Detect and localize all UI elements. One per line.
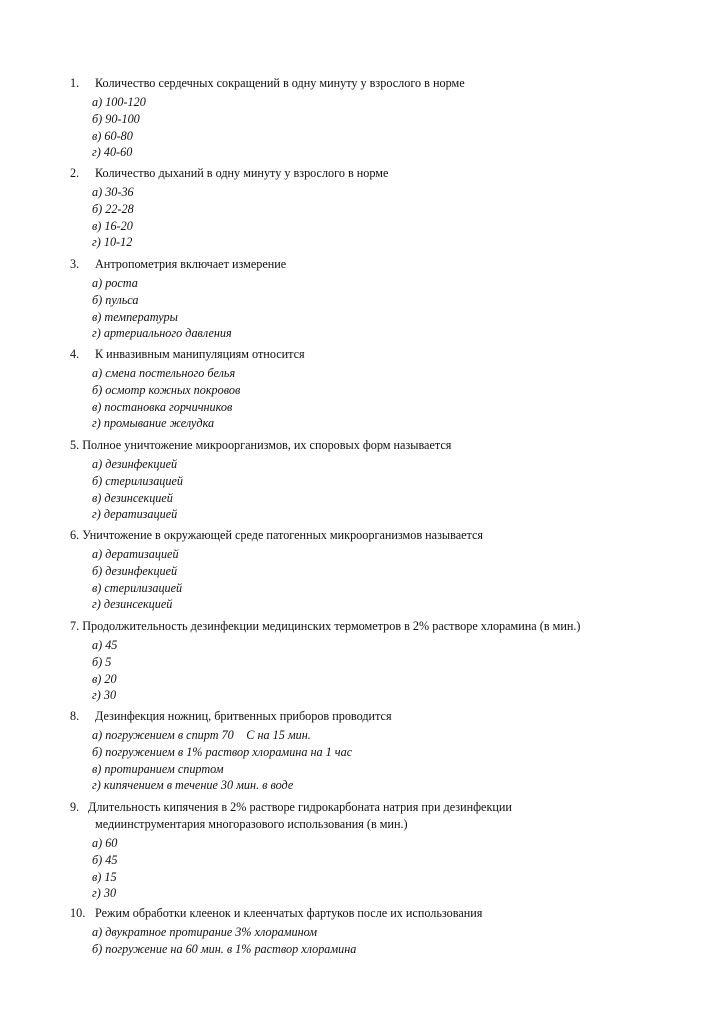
question-text: Количество сердечных сокращений в одну минуту у взрослого в норме (95, 76, 465, 90)
answer-list (0, 94, 146, 161)
answer-list (0, 637, 117, 704)
question-stem (0, 256, 725, 273)
question-text-continuation: медиинструментария многоразового использования (в мин.) (95, 817, 408, 831)
answer-option: б) 45 (92, 852, 118, 867)
answer-option: б) 22-28 (92, 201, 134, 216)
question-number: 10. (70, 906, 86, 920)
question-text: Длительность кипячения в 2% растворе гидрокарбоната натрия при дезинфекции (88, 800, 512, 814)
question-number: 2. (70, 166, 80, 180)
question-text: Режим обработки клеенок и клеенчатых фартуков после их использования (95, 906, 483, 920)
question-stem (0, 346, 725, 363)
answer-option: г) кипячением в течение 30 мин. в воде (92, 778, 294, 793)
answer-option: в) температуры (92, 309, 178, 324)
question-stem (0, 75, 725, 92)
answer-option: а) 45 (92, 638, 118, 652)
question-number: 7. (70, 619, 80, 633)
answer-list (0, 546, 182, 613)
answer-list (0, 727, 352, 794)
question-3 (0, 256, 725, 341)
answer-option: б) погружением в 1% раствор хлорамина на 1 час (92, 744, 353, 759)
answer-option: б) 5 (92, 654, 112, 669)
answer-option: в) 60-80 (92, 128, 133, 143)
answer-option: а) 30-36 (92, 185, 134, 199)
question-text: К инвазивным манипуляциям относится (95, 347, 305, 361)
question-number: 5. (70, 438, 80, 452)
answer-option: а) роста (92, 276, 138, 290)
question-text: Полное уничтожение микроорганизмов, их споровых форм называется (82, 438, 452, 452)
answer-option: б) дезинфекцией (92, 563, 178, 578)
question-8 (0, 708, 725, 793)
question-number: 9. (70, 800, 80, 814)
answer-option: а) дезинфекцией (92, 457, 178, 471)
answer-option: а) смена постельного белья (92, 366, 236, 380)
answer-option: в) 16-20 (92, 218, 133, 233)
answer-option: в) дезинсекцией (92, 490, 173, 505)
answer-list (0, 275, 232, 342)
answer-option: а) дератизацией (92, 547, 179, 561)
question-stem (0, 799, 725, 816)
question-6 (0, 527, 725, 612)
answer-option: в) протиранием спиртом (92, 761, 224, 776)
answer-list (0, 184, 134, 251)
answer-option: б) пульса (92, 292, 139, 307)
answer-option: г) дератизацией (92, 507, 178, 522)
answer-option: а) 60 (92, 836, 118, 850)
question-9 (0, 799, 725, 901)
question-stem (0, 708, 725, 725)
answer-option: г) 30 (92, 886, 117, 901)
answer-list (0, 456, 183, 523)
answer-option: в) стерилизацией (92, 580, 183, 595)
question-number: 8. (70, 709, 80, 723)
question-text: Продолжительность дезинфекции медицинских термометров в 2% растворе хлорамина (в мин.) (82, 619, 581, 633)
answer-list (0, 365, 240, 432)
answer-option: в) 15 (92, 869, 117, 884)
answer-option: б) погружение на 60 мин. в 1% раствор хлорамина (92, 941, 357, 956)
question-number: 1. (70, 76, 80, 90)
question-stem (0, 527, 725, 544)
question-stem (0, 618, 725, 635)
answer-option: г) артериального давления (92, 326, 232, 341)
question-4 (0, 346, 725, 431)
answer-option: б) стерилизацией (92, 473, 183, 488)
answer-option: г) дезинсекцией (92, 597, 173, 612)
answer-option: г) 30 (92, 688, 117, 703)
answer-list (0, 835, 117, 902)
answer-option: а) погружением в спирт 70⃞ С на 15 мин. (92, 728, 311, 742)
question-stem (0, 437, 725, 454)
answer-list (0, 924, 356, 958)
question-stem (0, 905, 725, 922)
answer-option: б) осмотр кожных покровов (92, 382, 241, 397)
question-2 (0, 165, 725, 250)
question-number: 4. (70, 347, 80, 361)
question-text: Антропометрия включает измерение (95, 257, 287, 271)
answer-option: а) 100-120 (92, 95, 146, 109)
question-10 (0, 905, 725, 956)
question-stem (0, 165, 725, 182)
question-5 (0, 437, 725, 522)
question-number: 3. (70, 257, 80, 271)
answer-option: в) постановка горчичников (92, 399, 233, 414)
answer-option: б) 90-100 (92, 111, 140, 126)
question-text: Уничтожение в окружающей среде патогенных микроорганизмов называется (82, 528, 483, 542)
question-7 (0, 618, 725, 703)
answer-option: г) 40-60 (92, 145, 133, 160)
answer-option: г) 10-12 (92, 235, 133, 250)
answer-option: г) промывание желудка (92, 416, 215, 431)
answer-option: в) 20 (92, 671, 117, 686)
question-number: 6. (70, 528, 80, 542)
answer-option: а) двукратное протирание 3% хлорамином (92, 925, 318, 939)
question-1 (0, 75, 725, 160)
question-text: Дезинфекция ножниц, бритвенных приборов проводится (95, 709, 392, 723)
question-text: Количество дыханий в одну минуту у взрослого в норме (95, 166, 389, 180)
